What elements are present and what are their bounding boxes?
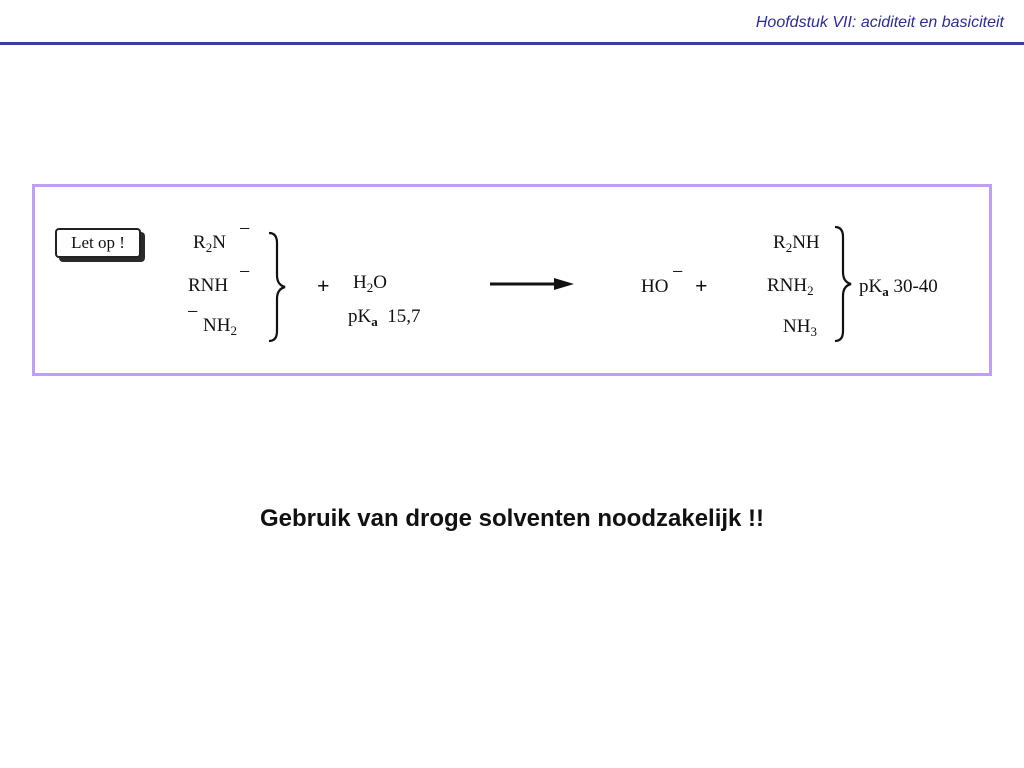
products-pka-label: pK <box>859 276 883 297</box>
rnh-charge: − <box>239 261 251 283</box>
rnh2-sub: 2 <box>807 283 814 298</box>
products-pka-sub: a <box>882 284 889 299</box>
nh2-sub: 2 <box>230 323 237 338</box>
plus-sign-1: + <box>317 273 330 298</box>
product-nh3 <box>783 317 817 338</box>
products-pka <box>859 277 938 298</box>
water-pka-label: pK <box>348 306 372 327</box>
r2n-charge: − <box>239 218 251 240</box>
nh2-charge: − <box>187 301 199 323</box>
water-pka-sub: a <box>371 314 378 329</box>
product-r2nh <box>773 233 820 254</box>
product-rnh2 <box>767 276 814 297</box>
water-pka <box>348 307 420 328</box>
r2nh-tail: NH <box>792 232 820 253</box>
r2n-tail: N <box>212 232 226 253</box>
let-op-note <box>55 228 147 264</box>
r2nh-sub: 2 <box>785 240 793 255</box>
nh2-base: NH <box>203 315 231 336</box>
reactant-nh2 <box>203 316 237 337</box>
nh3-base: NH <box>783 316 811 337</box>
water <box>353 273 387 294</box>
reactants-brace <box>265 231 289 343</box>
rnh2-base: RNH <box>767 275 808 296</box>
slide-title: Hoofdstuk VII: aciditeit en basiciteit <box>755 14 1004 31</box>
products-pka-value: 30-40 <box>893 276 938 297</box>
plus-sign-2: + <box>695 273 708 298</box>
water-pka-value: 15,7 <box>387 306 421 327</box>
hydroxide: HO <box>641 276 669 297</box>
header-divider <box>0 42 1024 45</box>
reaction-box <box>32 184 992 376</box>
products-brace <box>831 225 855 343</box>
reactant-r2n <box>193 233 226 254</box>
hydroxide-charge: − <box>672 261 684 283</box>
let-op-label: Let op ! <box>55 228 141 258</box>
water-sub: 2 <box>366 280 374 295</box>
reactant-rnh: RNH <box>188 275 229 296</box>
r2nh-base: R <box>773 232 786 253</box>
main-statement: Gebruik van droge solventen noodzakelijk !! <box>259 505 765 532</box>
reaction-arrow <box>490 275 576 293</box>
r2n-sub: 2 <box>205 240 213 255</box>
r2n-base: R <box>193 232 206 253</box>
nh3-sub: 3 <box>810 324 817 339</box>
water-base: H <box>353 272 367 293</box>
water-tail: O <box>373 272 387 293</box>
